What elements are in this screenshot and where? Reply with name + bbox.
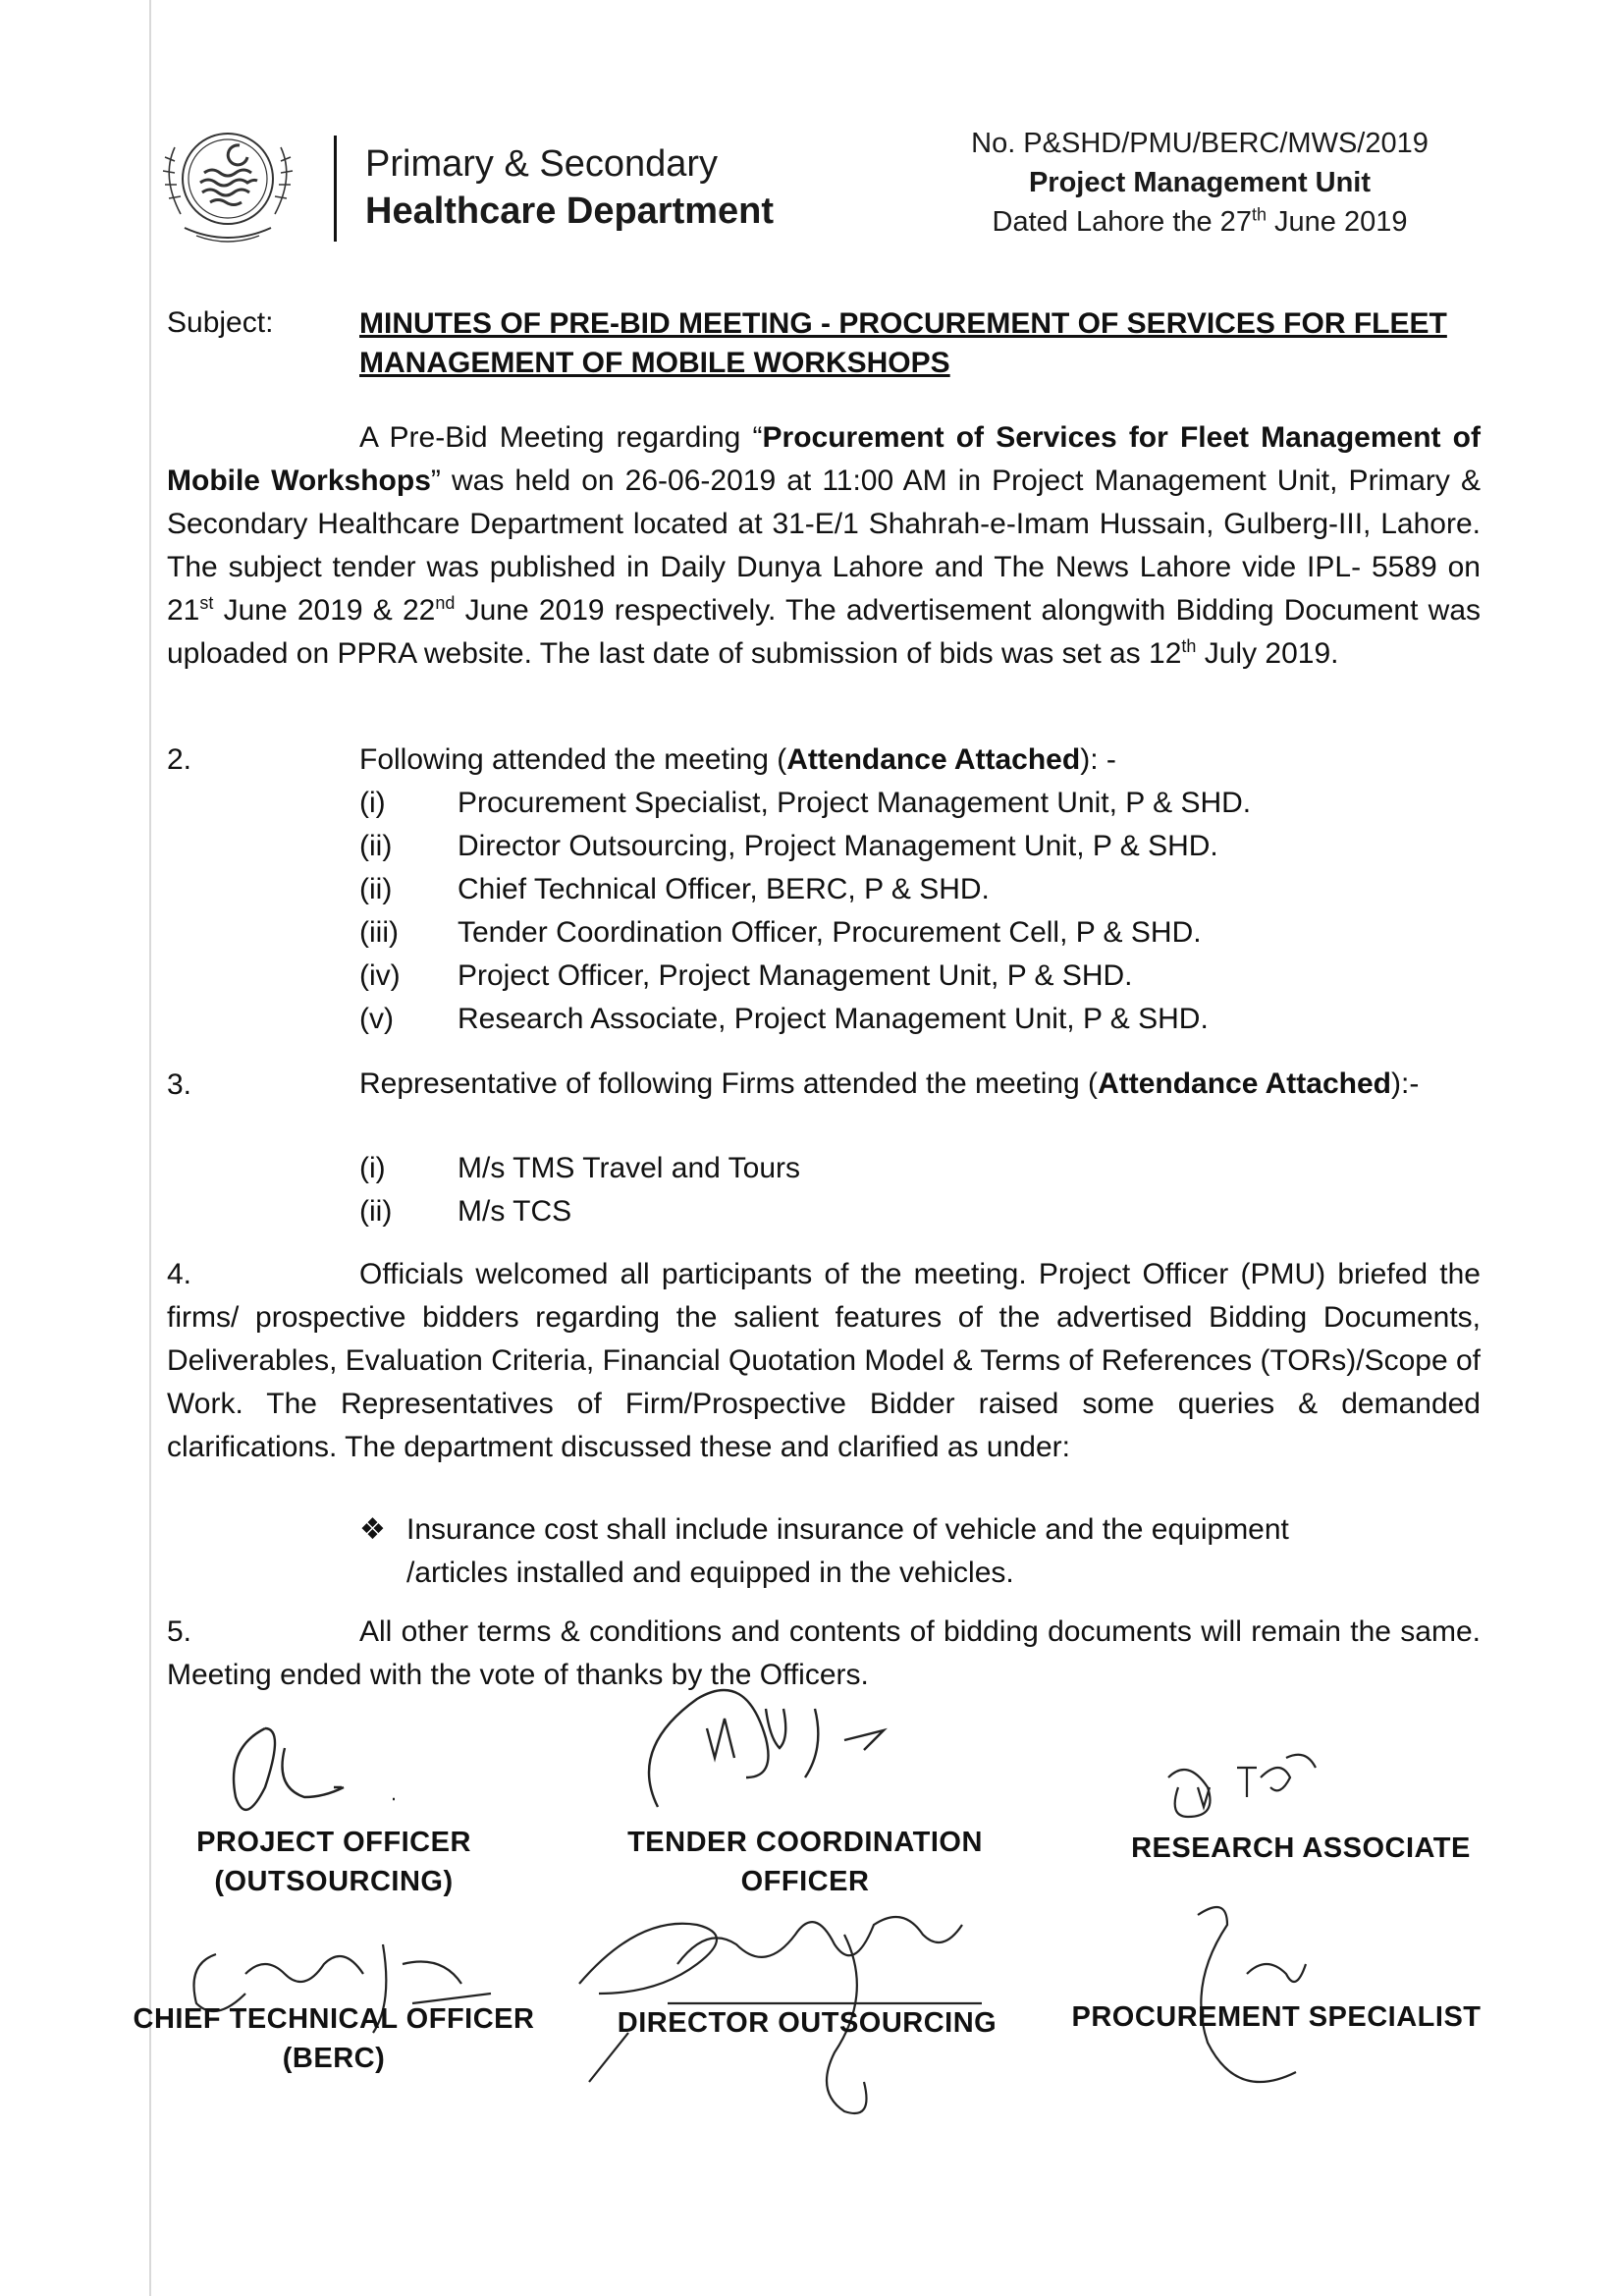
signatory-tender-coordination-officer: TENDER COORDINATION OFFICER [627, 1827, 983, 1897]
paragraph-3-intro: Representative of following Firms attended the meeting (Attendance Attached):- [359, 1067, 1420, 1100]
attendee-item: (iii) Tender Coordination Officer, Procurement Cell, P & SHD. [359, 916, 1202, 949]
scan-edge-line [149, 0, 151, 2296]
clarification-bullet: ❖ Insurance cost shall include insurance of vehicle and the equipment /articles installed and equipped in the vehicles. [359, 1508, 1481, 1595]
attendee-item: (ii) Director Outsourcing, Project Management Unit, P & SHD. [359, 830, 1218, 862]
punjab-seal-icon [145, 118, 310, 255]
department-name-line1: Primary & Secondary [365, 143, 719, 185]
reference-number: No. P&SHD/PMU/BERC/MWS/2019 [971, 128, 1429, 159]
issue-date: Dated Lahore the 27th June 2019 [992, 204, 1408, 238]
attendee-item: (v) Research Associate, Project Management Unit, P & SHD. [359, 1003, 1209, 1035]
signatory-chief-technical-officer: CHIEF TECHNICAL OFFICER (BERC) [133, 2003, 535, 2074]
reference-block [925, 124, 1475, 242]
paragraph-2-number: 2. [167, 743, 192, 776]
signatory-project-officer: PROJECT OFFICER (OUTSOURCING) [196, 1827, 471, 1897]
signature-procurement-specialist [1178, 1895, 1375, 2092]
issuing-unit: Project Management Unit [1028, 167, 1372, 198]
header-divider [334, 136, 337, 242]
signatory-procurement-specialist: PROCUREMENT SPECIALIST [1071, 2001, 1482, 2033]
paragraph-4: 4. Officials welcomed all participants of the meeting. Project Officer (PMU) briefed the firms/ prospective bidders regarding the salient features of the advertised Bidding Documents, Deliverables, Evaluation Criteria, Financial Quotation Model & Terms of References (TORs)/Scope of Work. The Representatives of Firm/Prospective Bidder raised some queries & demanded clarifications. The department discussed these and clarified as under: [167, 1253, 1481, 1469]
paragraph-3-number: 3. [167, 1068, 192, 1101]
signatory-director-outsourcing: DIRECTOR OUTSOURCING [617, 2007, 998, 2039]
subject-label: Subject: [167, 306, 274, 339]
signature-tender-coordination [619, 1669, 952, 1836]
attendee-item: (iv) Project Officer, Project Management Unit, P & SHD. [359, 959, 1133, 992]
diamond-bullet-icon: ❖ [359, 1513, 386, 1546]
signatory-research-associate: RESEARCH ASSOCIATE [1131, 1832, 1471, 1864]
firm-item: (i) M/s TMS Travel and Tours [359, 1152, 801, 1184]
paragraph-2-intro: Following attended the meeting (Attendance Attached): - [359, 743, 1116, 776]
attendee-item: (ii) Chief Technical Officer, BERC, P & SHD. [359, 873, 990, 905]
paragraph-5-number: 5. [167, 1615, 192, 1648]
firm-item: (ii) M/s TCS [359, 1195, 572, 1228]
paragraph-4-number: 4. [167, 1258, 192, 1290]
attendee-item: (i) Procurement Specialist, Project Management Unit, P & SHD. [359, 787, 1252, 819]
subject-text: MINUTES OF PRE-BID MEETING - PROCUREMENT OF SERVICES FOR FLEET MANAGEMENT OF MOBILE WORKSHOPS [359, 307, 1447, 379]
paragraph-5: 5. All other terms & conditions and contents of bidding documents will remain the same. Meeting ended with the vote of thanks by the Officers. [167, 1611, 1481, 1697]
paragraph-1: A Pre-Bid Meeting regarding “Procurement of Services for Fleet Management of Mobile Workshops” was held on 26-06-2019 at 11:00 AM in Project Management Unit, Primary & Secondary Healthcare Department located at 31-E/1 Shahrah-e-Imam Hussain, Gulberg-III, Lahore. The subject tender was published in Daily Dunya Lahore and The News Lahore vide IPL- 5589 on 21st June 2019 & 22nd June 2019 respectively. The advertisement alongwith Bidding Document was uploaded on PPRA website. The last date of submission of bids was set as 12th July 2019. [167, 421, 1481, 670]
department-name-line2: Healthcare Department [365, 191, 775, 232]
